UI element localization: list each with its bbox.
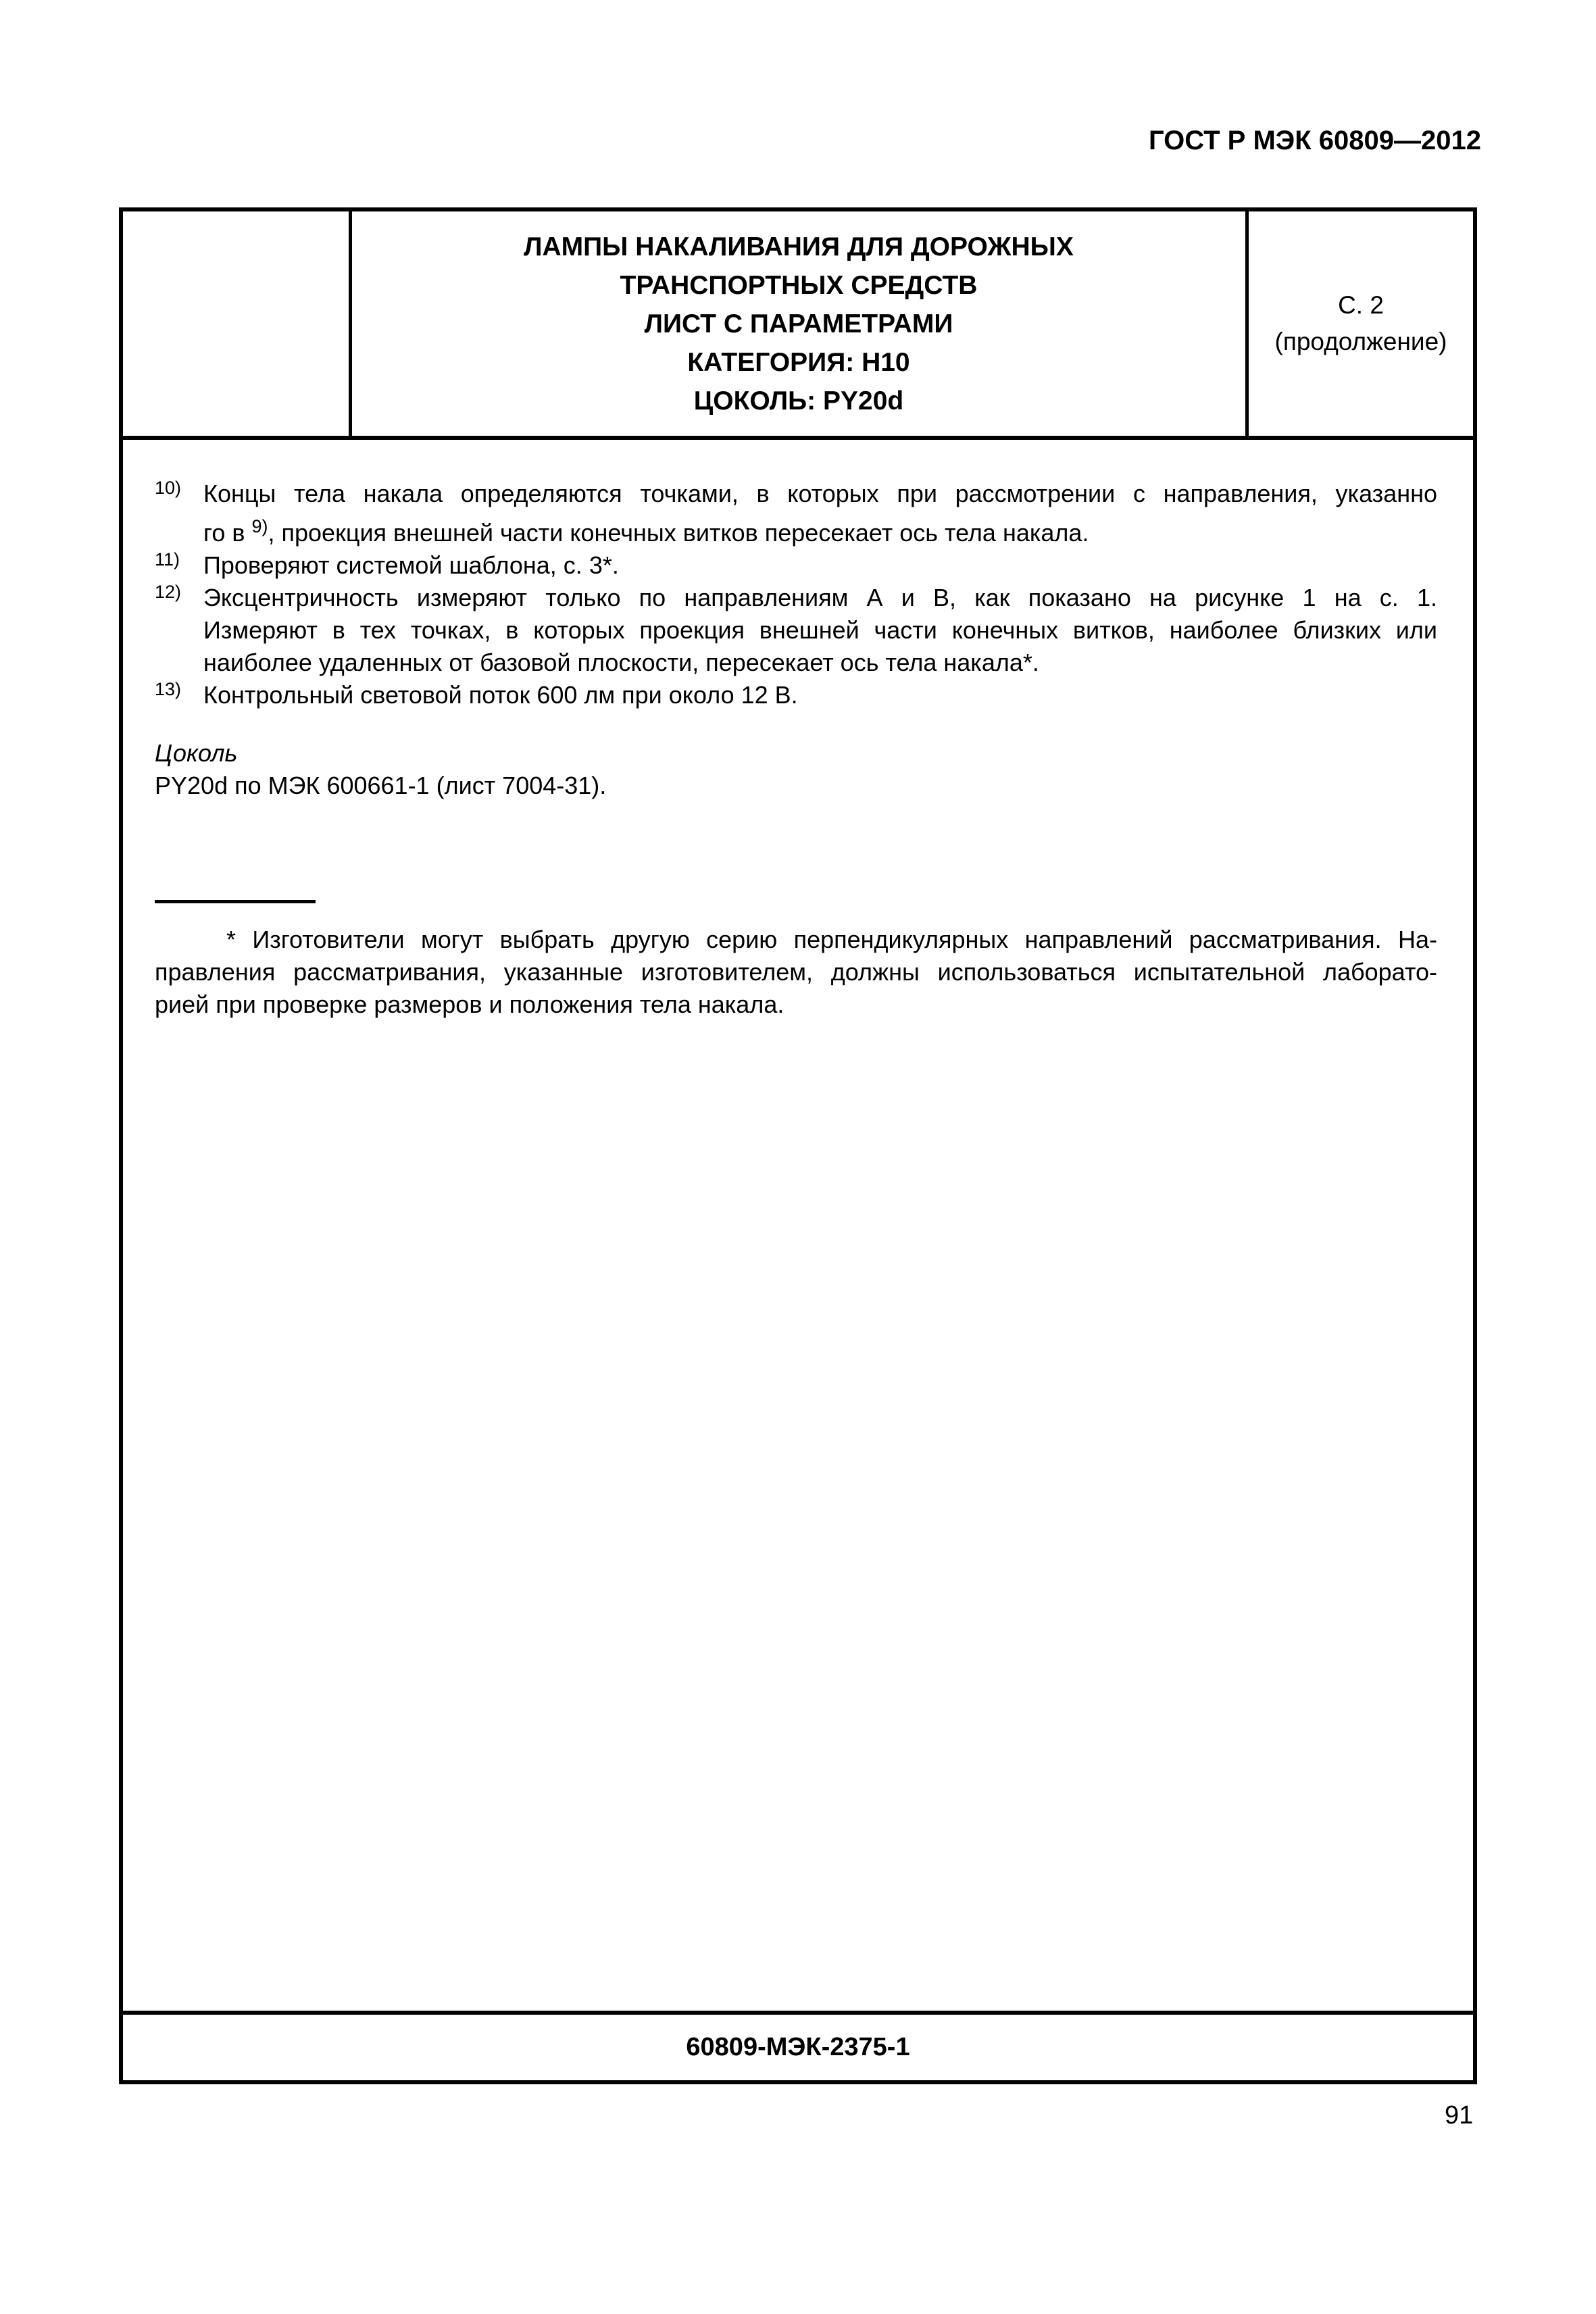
sheet-continuation-label: (продолжение) [1274,328,1447,355]
sheet-page-cell [1245,211,1473,436]
footnote-12-line-2: Измеряют в тех точках, в которых проекция внешней части конечных витков, наиболее близких или [203,616,1437,644]
title-line-5: ЦОКОЛЬ: PY20d [693,386,904,416]
header-empty-cell [123,211,352,436]
parameter-sheet-table [119,207,1477,2084]
title-line-3: ЛИСТ С ПАРАМЕТРАМИ [644,309,953,338]
asterisk-note-line-3: рией при проверке размеров и положения тела накала. [155,990,784,1018]
table-header-row [123,211,1473,440]
footnote-13-line-1: Контрольный световой поток 600 лм при около 12 В. [203,681,798,709]
title-line-1: ЛАМПЫ НАКАЛИВАНИЯ ДЛЯ ДОРОЖНЫХ [524,232,1074,261]
footnote-12 [155,582,1437,679]
page-number: 91 [1445,2101,1474,2130]
footnote-10-line-2-rest: , проекция внешней части конечных витков пересекает ось тела накала. [268,519,1089,547]
footnote-13 [155,679,1437,711]
footnote-12-marker: 12) [155,582,182,602]
sheet-code: 60809-МЭК-2375-1 [686,2033,910,2061]
footnote-11-marker: 11) [155,549,180,570]
sheet-title-cell [352,211,1245,436]
footnote-12-line-1: Эксцентричность измеряют только по направлениям А и В, как показано на рисунке 1 на с. 1. [203,584,1437,611]
footnote-13-marker: 13) [155,679,182,699]
sheet-page-label: С. 2 [1338,291,1384,319]
footnote-12-line-3: наиболее удаленных от базовой плоскости, пересекает ось тела накала*. [203,649,1039,676]
footnote-10-line-2 [203,510,1437,549]
footnote-10-line-2-text: го в [203,519,252,547]
footnote-11 [155,549,1437,582]
asterisk-note-line-2: правления рассматривания, указанные изготовителем, должны использоваться испытательной лаборато- [155,958,1437,986]
footnote-11-line-1: Проверяют системой шаблона, с. 3*. [203,551,619,579]
table-body-cell [123,440,1473,2011]
asterisk-note [155,924,1437,1021]
title-line-4: КАТЕГОРИЯ: H10 [687,347,910,377]
base-section-label: Цоколь [155,739,238,767]
footnote-separator-line [155,900,316,903]
standard-reference: ГОСТ Р МЭК 60809—2012 [1148,126,1481,155]
asterisk-note-line-1: * Изготовители могут выбрать другую серию перпендикулярных направлений рассматривания. На- [226,926,1437,953]
footnote-10-inline-ref: 9) [251,516,268,536]
footnote-10-marker: 10) [155,478,182,498]
title-line-2: ТРАНСПОРТНЫХ СРЕДСТВ [620,270,978,300]
base-section-value: PY20d по МЭК 600661-1 (лист 7004-31). [155,772,607,799]
footnote-10 [155,478,1437,549]
table-footer-row [123,2011,1473,2080]
footnote-10-line-1: Концы тела накала определяются точками, в которых при рассмотрении с направления, указанно [203,480,1437,507]
